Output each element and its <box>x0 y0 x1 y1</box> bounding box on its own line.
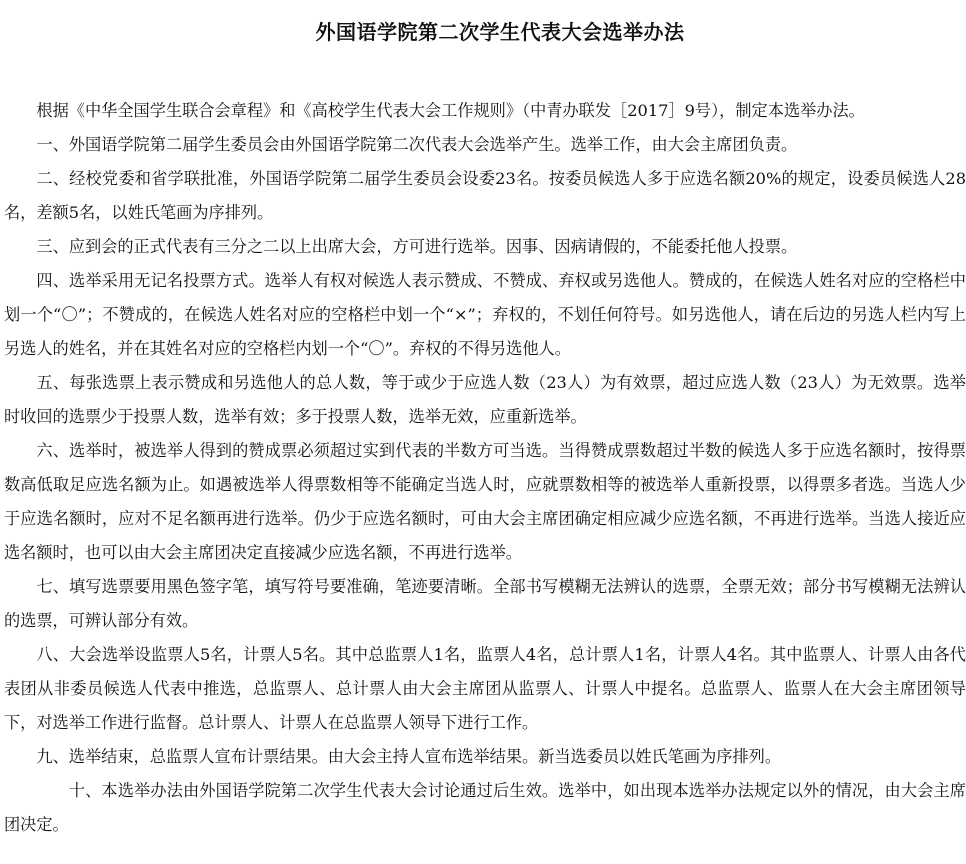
article-10-paragraph: 十、本选举办法由外国语学院第二次学生代表大会讨论通过后生效。选举中，如出现本选举办法规定以外的情况，由大会主席团决定。 <box>4 781 966 834</box>
document-body <box>4 94 966 842</box>
preamble-paragraph: 根据《中华全国学生联合会章程》和《高校学生代表大会工作规则》（中青办联发［2017］9号），制定本选举办法。 <box>36 101 865 120</box>
article-1-paragraph: 一、外国语学院第二届学生委员会由外国语学院第二次代表大会选举产生。选举工作，由大会主席团负责。 <box>36 135 798 154</box>
article-6-paragraph: 六、选举时，被选举人得到的赞成票必须超过实到代表的半数方可当选。当得赞成票数超过半数的候选人多于应选名额时，按得票数高低取足应选名额为止。如遇被选举人得票数相等不能确定当选人时，应就票数相等的被选举人重新投票，以得票多者选。当选人少于应选名额时，应对不足名额再进行选举。仍少于应选名额时，可由大会主席团确定相应减少应选名额，不再进行选举。当选人接近应选名额时，也可以由大会主席团决定直接减少应选名额，不再进行选举。 <box>4 441 966 562</box>
article-7-paragraph: 七、填写选票要用黑色签字笔，填写符号要准确，笔迹要清晰。全部书写模糊无法辨认的选票，全票无效；部分书写模糊无法辨认的选票，可辨认部分有效。 <box>4 577 966 630</box>
article-2-paragraph: 二、经校党委和省学联批准，外国语学院第二届学生委员会设委23名。按委员候选人多于应选名额20%的规定，设委员候选人28名，差额5名，以姓氏笔画为序排列。 <box>4 169 966 222</box>
article-4-paragraph: 四、选举采用无记名投票方式。选举人有权对候选人表示赞成、不赞成、弃权或另选他人。赞成的，在候选人姓名对应的空格栏中划一个“〇”；不赞成的，在候选人姓名对应的空格栏中划一个“×”；弃权的，不划任何符号。如另选他人，请在后边的另选人栏内写上另选人的姓名，并在其姓名对应的空格栏内划一个“〇”。弃权的不得另选他人。 <box>4 271 966 358</box>
document-title: 外国语学院第二次学生代表大会选举办法 <box>315 20 685 44</box>
article-5-paragraph: 五、每张选票上表示赞成和另选他人的总人数，等于或少于应选人数（23人）为有效票，超过应选人数（23人）为无效票。选举时收回的选票少于投票人数，选举有效；多于投票人数，选举无效，应重新选举。 <box>4 373 966 426</box>
article-3-paragraph: 三、应到会的正式代表有三分之二以上出席大会，方可进行选举。因事、因病请假的，不能委托他人投票。 <box>36 237 798 256</box>
article-9-paragraph: 九、选举结束，总监票人宣布计票结果。由大会主持人宣布选举结果。新当选委员以姓氏笔画为序排列。 <box>36 747 782 766</box>
article-8-paragraph: 八、大会选举设监票人5名，计票人5名。其中总监票人1名，监票人4名，总计票人1名，计票人4名。其中监票人、计票人由各代表团从非委员候选人代表中推选，总监票人、总计票人由大会主席团从监票人、计票人中提名。总监票人、监票人在大会主席团领导下，对选举工作进行监督。总计票人、计票人在总监票人领导下进行工作。 <box>4 645 966 732</box>
